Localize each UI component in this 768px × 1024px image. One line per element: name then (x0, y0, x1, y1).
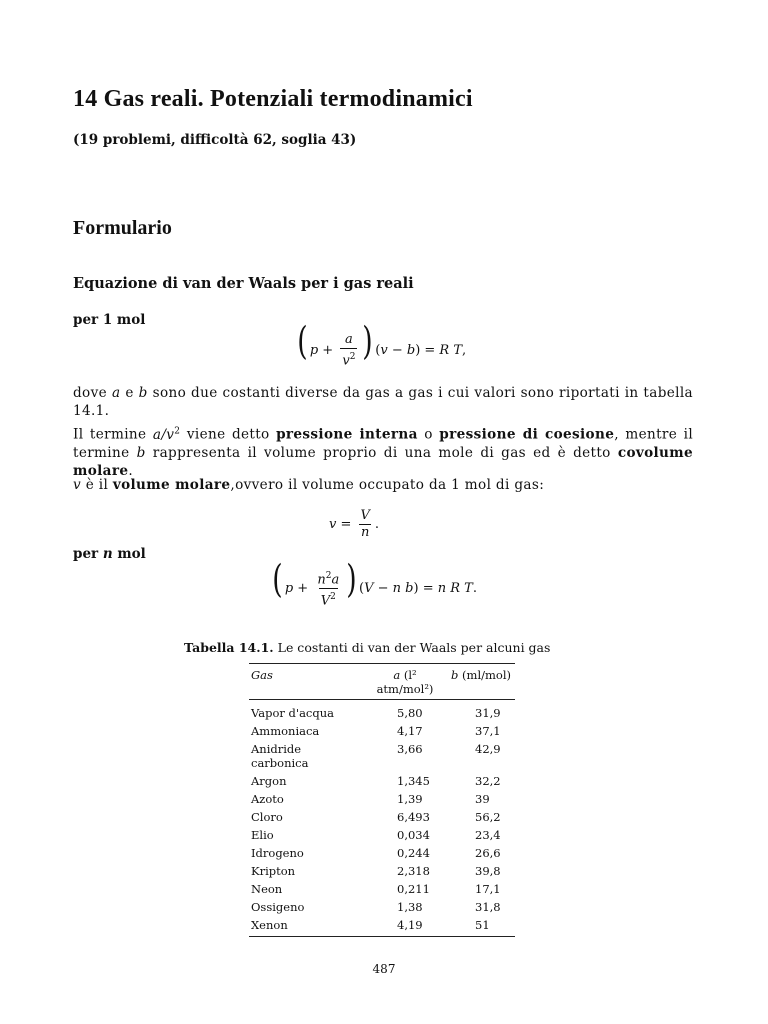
vdw-equation-1mol: ( p + $\frac{a}{v^2}$ ) (v − b) = R T, (297, 319, 467, 369)
symbol-v: v (73, 477, 82, 493)
table-row (249, 898, 515, 916)
table-row (249, 700, 515, 723)
cell-gas: Ammoniaca (251, 724, 320, 738)
cell-gas: Azoto (251, 792, 284, 806)
header-gas: Gas (249, 664, 363, 700)
text-segment: Il termine (73, 426, 147, 443)
header-a-unit: (l² atm/mol²) (376, 668, 434, 696)
cell-a: 3,66 (397, 742, 423, 756)
cell-gas: Argon (251, 774, 287, 788)
cell-a: 1,39 (397, 792, 423, 806)
table-row (249, 722, 515, 740)
cell-b: 31,9 (475, 706, 501, 720)
cell-a: 4,17 (397, 724, 423, 738)
table-row (249, 880, 515, 898)
header-b (447, 664, 515, 700)
chapter-title: 14 Gas reali. Potenziali termodinamici (73, 86, 473, 112)
section-title: Formulario (73, 217, 172, 239)
text-segment: o (424, 426, 433, 443)
term-cohesion-pressure: pressione di coesione (439, 426, 615, 443)
table-caption (184, 640, 550, 655)
cell-a: 0,034 (397, 828, 430, 842)
chapter-subtitle: (19 problemi, difficoltà 62, soglia 43) (73, 132, 357, 148)
cell-gas: Ossigeno (251, 900, 305, 914)
cell-gas: Cloro (251, 810, 283, 824)
paragraph-internal-pressure: Il termine $a/v^2$ viene detto pressione interna o pressione di coesione, mentre il termine b rappresenta il volume proprio di una mole di gas ed è detto covolume molare. (73, 426, 694, 479)
formula-a-over-v2: $a/v^2$ (152, 426, 181, 443)
cell-b: 42,9 (475, 742, 501, 756)
cell-b: 31,8 (475, 900, 501, 914)
symbol-n: n (102, 546, 113, 562)
paragraph-constants (73, 384, 693, 420)
cell-a: 1,38 (397, 900, 423, 914)
table-caption-text: Le costanti di van der Waals per alcuni gas (277, 640, 551, 655)
cell-gas: Idrogeno (251, 846, 304, 860)
text-segment: viene detto (186, 426, 270, 443)
term-internal-pressure: pressione interna (276, 426, 418, 443)
cell-a: 0,211 (397, 882, 430, 896)
symbol-b: b (136, 444, 146, 461)
page-number: 487 (372, 962, 396, 976)
table-row (249, 844, 515, 862)
cell-a: 5,80 (397, 706, 423, 720)
table-header-row (249, 664, 515, 700)
per-mol-label: per 1 mol (73, 312, 146, 328)
cell-b: 39 (475, 792, 490, 806)
text-segment: rappresenta il volume proprio di una mole di gas ed è detto (152, 444, 611, 461)
text-segment: è il (85, 477, 109, 493)
cell-gas: Neon (251, 882, 283, 896)
cell-gas: Kripton (251, 864, 296, 878)
table-row (249, 772, 515, 790)
subsection-title: Equazione di van der Waals per i gas reali (73, 275, 414, 292)
per-n-mol-label (73, 546, 146, 562)
cell-a: 6,493 (397, 810, 430, 824)
text-segment: , mentre il termine (73, 426, 694, 461)
table-row (249, 916, 515, 937)
text-segment: ,ovvero il volume occupato da 1 mol di gas: (230, 477, 545, 493)
paragraph-constants-text: dove a e b sono due costanti diverse da gas a gas i cui valori sono riportati in tabella 14.1. (73, 385, 693, 419)
term-molar-covolume: covolume molare (73, 444, 694, 479)
text-segment: per (73, 546, 99, 562)
text-segment: mol (117, 546, 146, 562)
molar-volume-equation: v = $\frac{V}{n}$ . (329, 508, 380, 540)
term-molar-volume: volume molare (112, 477, 231, 493)
header-a-symbol: a (393, 668, 401, 682)
table-row (249, 862, 515, 880)
vdw-equation-nmol: ( p + $\frac{n^2a}{V^2}$ ) (V − n b) = n R T. (272, 557, 477, 609)
cell-b: 37,1 (475, 724, 501, 738)
cell-gas: Xenon (251, 918, 288, 932)
cell-b: 23,4 (475, 828, 501, 842)
cell-a: 4,19 (397, 918, 423, 932)
cell-a: 2,318 (397, 864, 430, 878)
van-der-waals-table (249, 663, 515, 937)
table-row (249, 808, 515, 826)
header-b-unit: (ml/mol) (462, 668, 511, 682)
cell-b: 32,2 (475, 774, 501, 788)
header-a (363, 664, 447, 700)
cell-gas: Vapor d'acqua (251, 706, 334, 720)
cell-gas: Elio (251, 828, 274, 842)
cell-b: 39,8 (475, 864, 501, 878)
table-row (249, 790, 515, 808)
cell-b: 56,2 (475, 810, 501, 824)
table-row (249, 826, 515, 844)
table-row (249, 740, 515, 772)
cell-gas: Anidride carbonica (251, 742, 309, 770)
table-caption-label: Tabella 14.1. (184, 640, 274, 655)
cell-b: 26,6 (475, 846, 501, 860)
paragraph-molar-volume (73, 476, 693, 494)
cell-a: 1,345 (397, 774, 430, 788)
header-b-symbol: b (451, 668, 459, 682)
cell-b: 51 (475, 918, 490, 932)
cell-b: 17,1 (475, 882, 501, 896)
cell-a: 0,244 (397, 846, 430, 860)
